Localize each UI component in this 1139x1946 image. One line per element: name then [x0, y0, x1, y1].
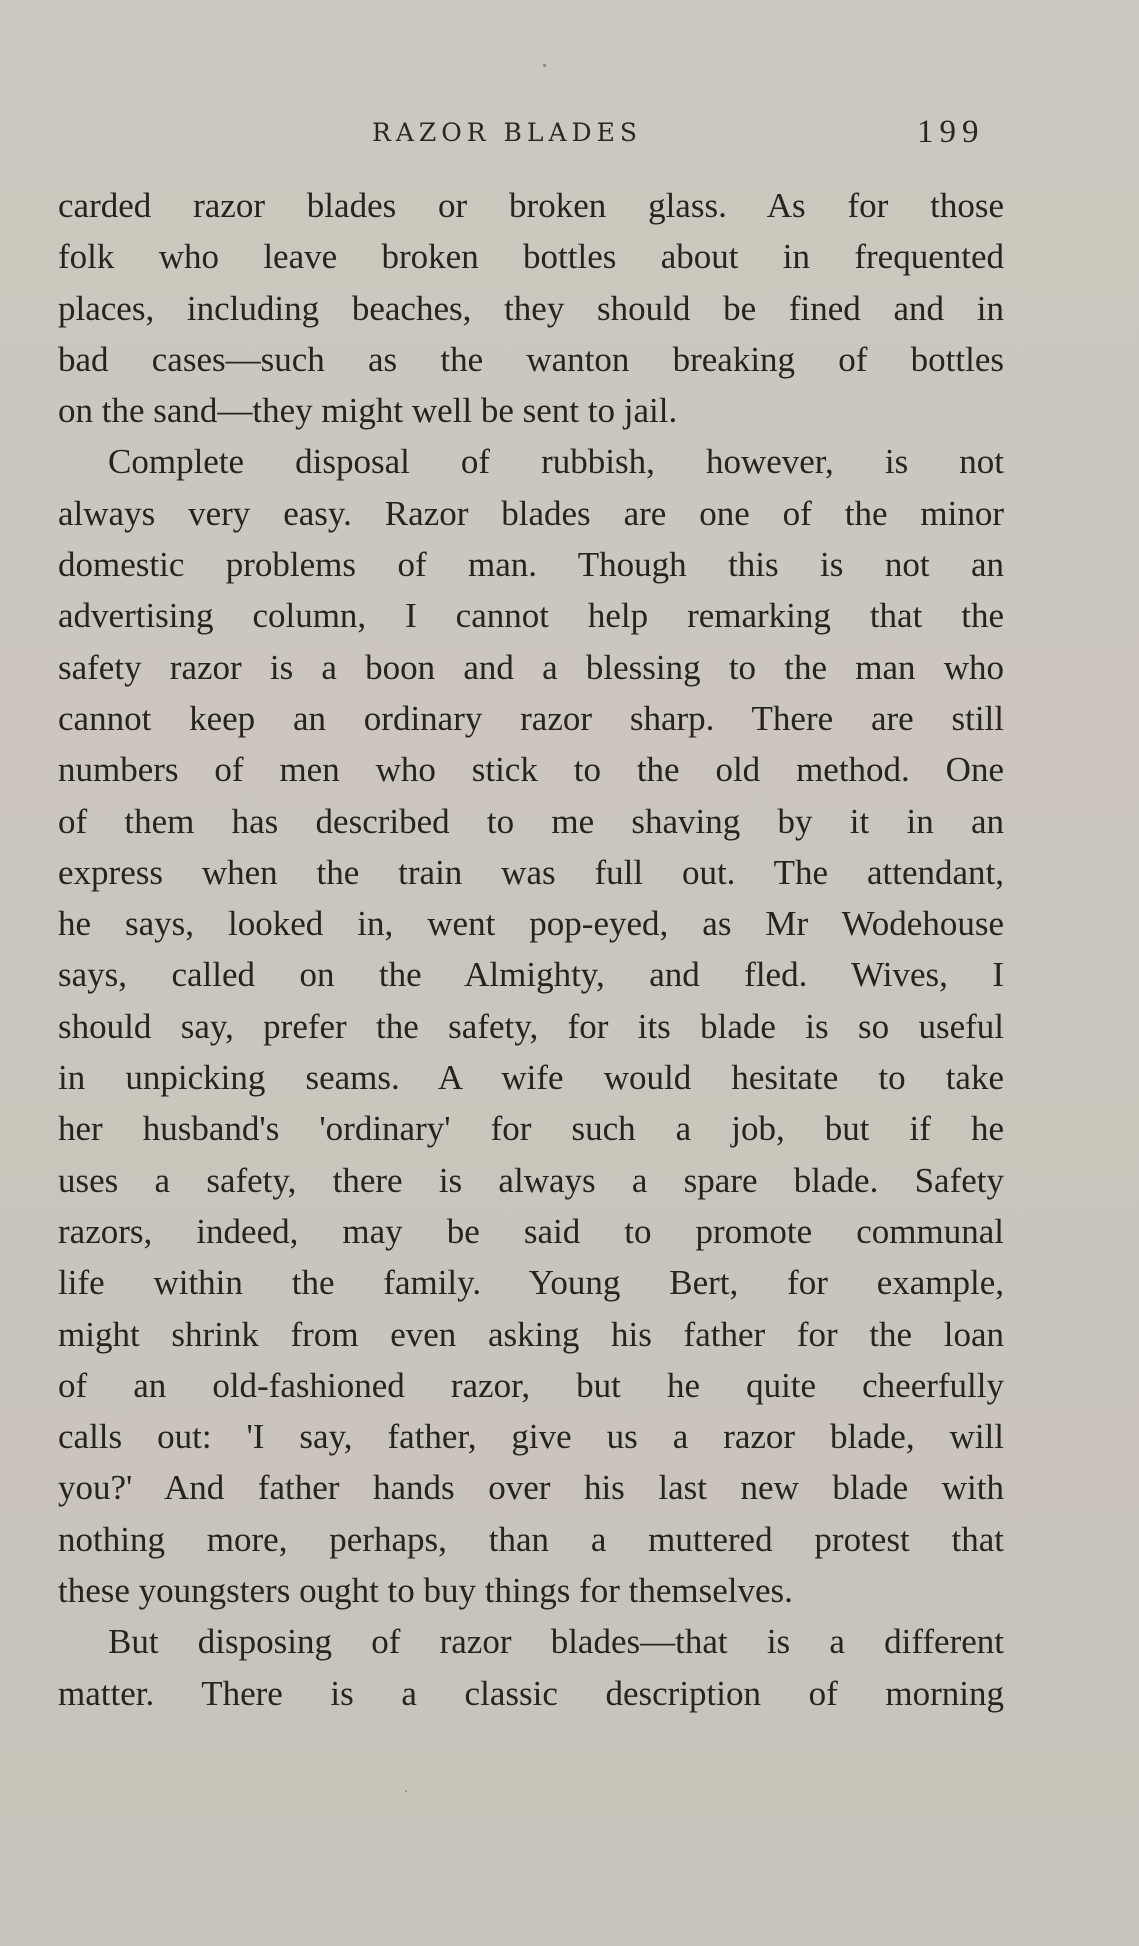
text-line: matter. There is a classic description of morning: [58, 1673, 1004, 1713]
text-line: uses a safety, there is always a spare blade. Safety: [58, 1160, 1004, 1200]
text-line: you?' And father hands over his last new blade with: [58, 1468, 1004, 1508]
text-line: should say, prefer the safety, for its blade is so useful: [58, 1006, 1004, 1046]
text-line: nothing more, perhaps, than a muttered protest that: [58, 1519, 1004, 1559]
paragraph-first-line: But disposing of razor blades—that is a different: [108, 1622, 1004, 1662]
text-line: he says, looked in, went pop-eyed, as Mr Wodehouse: [58, 904, 1004, 944]
paper-speck: [543, 64, 546, 67]
text-line: domestic problems of man. Though this is not an: [58, 545, 1004, 585]
body-text: [58, 180, 1004, 1719]
text-line: life within the family. Young Bert, for example,: [58, 1263, 1004, 1303]
text-line: places, including beaches, they should be fined and in: [58, 288, 1004, 328]
text-line: safety razor is a boon and a blessing to the man who: [58, 647, 1004, 687]
text-line: numbers of men who stick to the old method. One: [58, 750, 1004, 790]
running-title: RAZOR BLADES: [372, 118, 642, 147]
text-line: always very easy. Razor blades are one of the minor: [58, 493, 1004, 533]
text-line: express when the train was full out. The attendant,: [58, 852, 1004, 892]
text-line: calls out: 'I say, father, give us a razor blade, will: [58, 1417, 1004, 1457]
page-number: 199: [917, 114, 985, 150]
text-line: on the sand—they might well be sent to jail.: [58, 391, 678, 431]
paper-speck: [405, 1790, 407, 1792]
text-line: her husband's 'ordinary' for such a job, but if he: [58, 1109, 1004, 1149]
text-line: advertising column, I cannot help remarking that the: [58, 596, 1004, 636]
text-line: razors, indeed, may be said to promote communal: [58, 1211, 1004, 1251]
text-line: folk who leave broken bottles about in frequented: [58, 237, 1004, 277]
text-line: says, called on the Almighty, and fled. Wives, I: [58, 955, 1004, 995]
text-line: of them has described to me shaving by it in an: [58, 801, 1004, 841]
text-line: in unpicking seams. A wife would hesitate to take: [58, 1058, 1004, 1098]
text-line: bad cases—such as the wanton breaking of bottles: [58, 339, 1004, 379]
running-head: [0, 114, 1139, 160]
paragraph-first-line: Complete disposal of rubbish, however, is not: [108, 442, 1004, 482]
text-line: might shrink from even asking his father for the loan: [58, 1314, 1004, 1354]
text-line: cannot keep an ordinary razor sharp. There are still: [58, 698, 1004, 738]
text-line: of an old-fashioned razor, but he quite cheerfully: [58, 1365, 1004, 1405]
text-line: these youngsters ought to buy things for themselves.: [58, 1571, 793, 1611]
text-line: carded razor blades or broken glass. As for those: [58, 186, 1004, 225]
